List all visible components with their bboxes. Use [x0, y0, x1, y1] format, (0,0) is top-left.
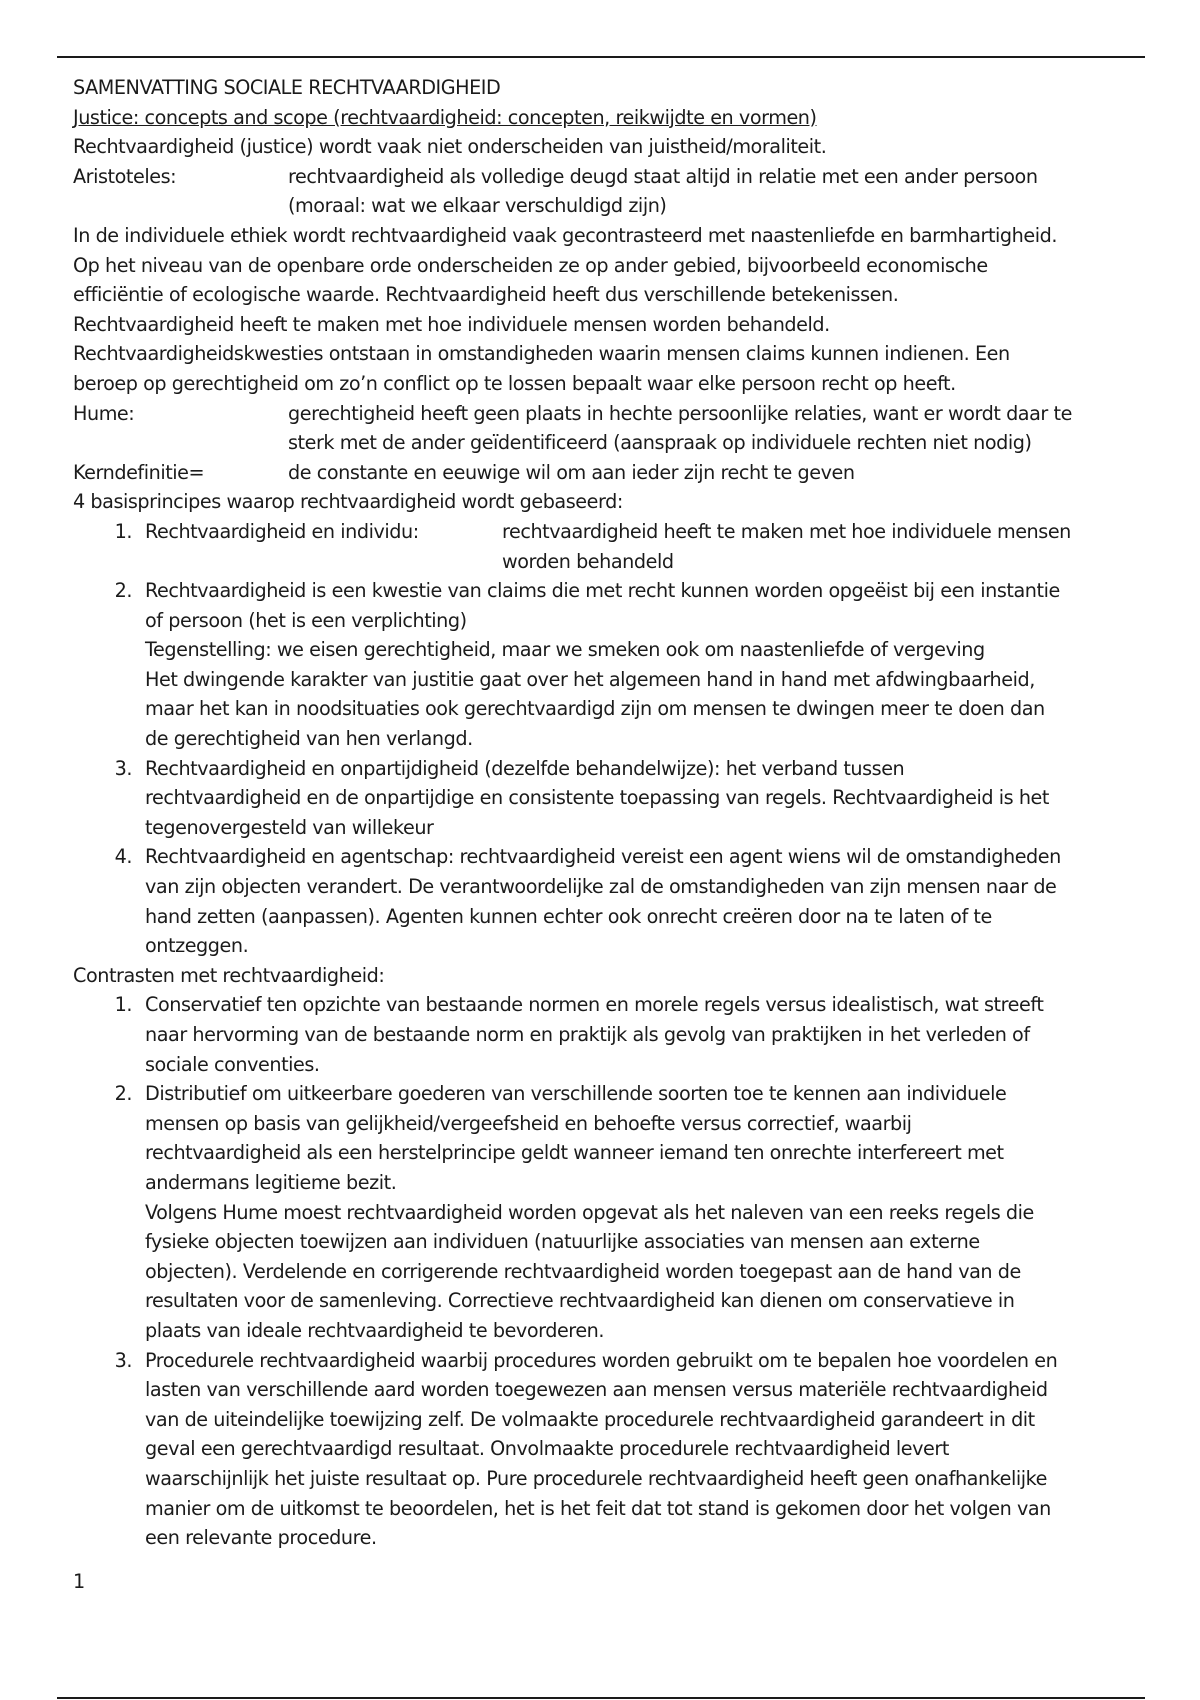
list-number: 2. [114, 1082, 132, 1106]
basis-item-label: Rechtvaardigheid en individu: [145, 519, 419, 543]
hume-text-line: sterk met de ander geïdentificeerd (aanspraak op individuele rechten niet nodig) [288, 431, 1032, 455]
list-item-line: rechtvaardigheid heeft te maken met hoe individuele mensen [502, 519, 1071, 543]
paragraph-line: efficiëntie of ecologische waarde. Rechtvaardigheid heeft dus verschillende betekenissen. [73, 283, 899, 307]
list-item-line: ontzeggen. [145, 934, 249, 958]
list-number: 3. [114, 1348, 132, 1372]
list-item-line: worden behandeld [502, 549, 674, 573]
bottom-rule [57, 1697, 1145, 1699]
list-number: 1. [114, 993, 132, 1017]
list-item-line: Procedurele rechtvaardigheid waarbij procedures worden gebruikt om te bepalen hoe voordelen en [145, 1348, 1058, 1372]
list-item [73, 576, 1138, 754]
hume-label: Hume: [73, 401, 135, 425]
list-item-line: Rechtvaardigheid is een kwestie van claims die met recht kunnen worden opgeëist bij een instantie [145, 579, 1060, 603]
list-item-line: Tegenstelling: we eisen gerechtigheid, maar we smeken ook om naastenliefde of vergeving [145, 638, 985, 662]
document-body [73, 73, 1138, 1553]
list-item-line: hand zetten (aanpassen). Agenten kunnen echter ook onrecht creëren door na te laten of te [145, 904, 992, 928]
paragraph-line: In de individuele ethiek wordt rechtvaardigheid vaak gecontrasteerd met naastenliefde en barmhartigheid. [73, 223, 1057, 247]
hume-entry [73, 399, 1138, 458]
aristoteles-label: Aristoteles: [73, 164, 177, 188]
list-item-line: geval een gerechtvaardigd resultaat. Onvolmaakte procedurele rechtvaardigheid levert [145, 1437, 949, 1461]
aristoteles-text-line: rechtvaardigheid als volledige deugd staat altijd in relatie met een ander persoon [288, 164, 1038, 188]
hume-text-line: gerechtigheid heeft geen plaats in hechte persoonlijke relaties, want er wordt daar te [288, 401, 1072, 425]
list-item [73, 1346, 1138, 1553]
paragraph-line: Rechtvaardigheidskwesties ontstaan in omstandigheden waarin mensen claims kunnen indienen. Een [73, 342, 1010, 366]
list-item [73, 1079, 1138, 1345]
list-number: 4. [114, 845, 132, 869]
list-item [73, 517, 1138, 576]
list-item-line: plaats van ideale rechtvaardigheid te bevorderen. [145, 1318, 605, 1342]
list-item-line: Rechtvaardigheid en onpartijdigheid (dezelfde behandelwijze): het verband tussen [145, 756, 905, 780]
paragraph-line: Op het niveau van de openbare orde onderscheiden ze op ander gebied, bijvoorbeeld economische [73, 253, 988, 277]
list-item-line: Volgens Hume moest rechtvaardigheid worden opgevat als het naleven van een reeks regels die [145, 1200, 1034, 1224]
list-item-line: of persoon (het is een verplichting) [145, 608, 467, 632]
list-item-line: andermans legitieme bezit. [145, 1170, 397, 1194]
list-item-line: van de uiteindelijke toewijzing zelf. De volmaakte procedurele rechtvaardigheid garandeert in dit [145, 1407, 1035, 1431]
basis-heading: 4 basisprincipes waarop rechtvaardigheid wordt gebaseerd: [73, 490, 623, 514]
kern-entry [73, 458, 1138, 488]
aristoteles-text-line: (moraal: wat we elkaar verschuldigd zijn) [288, 194, 667, 218]
list-item-line: Distributief om uitkeerbare goederen van verschillende soorten toe te kennen aan individuele [145, 1082, 1007, 1106]
list-number: 3. [114, 756, 132, 780]
list-item-line: objecten). Verdelende en corrigerende rechtvaardigheid worden toegepast aan de hand van de [145, 1259, 1021, 1283]
list-item-line: van zijn objecten verandert. De verantwoordelijke zal de omstandigheden van zijn mensen naar de [145, 875, 1057, 899]
contrast-list [73, 990, 1138, 1552]
list-item-line: naar hervorming van de bestaande norm en praktijk als gevolg van praktijken in het verleden of [145, 1023, 1030, 1046]
paragraph-line: beroep op gerechtigheid om zo’n conflict op te lossen bepaalt waar elke persoon recht op heeft. [73, 371, 956, 395]
page-number: 1 [73, 1570, 86, 1593]
list-item [73, 842, 1138, 960]
list-item-line: de gerechtigheid van hen verlangd. [145, 727, 473, 751]
aristoteles-entry [73, 162, 1138, 221]
list-item-line: resultaten voor de samenleving. Correctieve rechtvaardigheid kan dienen om conservatieve in [145, 1289, 1015, 1313]
list-item-line: rechtvaardigheid als een herstelprincipe geldt wanneer iemand ten onrechte interfereert met [145, 1141, 1004, 1165]
paragraph-line: Rechtvaardigheid heeft te maken met hoe individuele mensen worden behandeld. [73, 312, 830, 336]
list-item [73, 754, 1138, 843]
list-item [73, 990, 1138, 1079]
list-item-line: Het dwingende karakter van justitie gaat over het algemeen hand in hand met afdwingbaarheid, [145, 667, 1035, 691]
contrast-heading: Contrasten met rechtvaardigheid: [73, 963, 385, 987]
list-item-line: tegenovergesteld van willekeur [145, 815, 434, 839]
list-item-line: Conservatief ten opzichte van bestaande normen en morele regels versus idealistisch, wat streeft [145, 993, 1044, 1017]
document-title: SAMENVATTING SOCIALE RECHTVAARDIGHEID [73, 76, 501, 99]
top-rule [57, 56, 1145, 58]
list-item-line: Rechtvaardigheid en agentschap: rechtvaardigheid vereist een agent wiens wil de omstandigheden [145, 845, 1061, 869]
kern-text: de constante en eeuwige wil om aan ieder zijn recht te geven [288, 460, 855, 484]
list-item-line: rechtvaardigheid en de onpartijdige en consistente toepassing van regels. Rechtvaardigheid is het [145, 786, 1049, 810]
list-item-line: waarschijnlijk het juiste resultaat op. Pure procedurele rechtvaardigheid heeft geen onafhankelijke [145, 1466, 1048, 1490]
list-item-line: fysieke objecten toewijzen aan individuen (natuurlijke associaties van mensen aan externe [145, 1230, 980, 1254]
list-number: 2. [114, 579, 132, 603]
list-item-line: sociale conventies. [145, 1052, 320, 1076]
paragraph-1 [73, 221, 1138, 399]
document-subtitle: Justice: concepts and scope (rechtvaardigheid: concepten, reikwijdte en vormen) [73, 105, 817, 129]
list-item-line: een relevante procedure. [145, 1526, 377, 1550]
list-number: 1. [114, 519, 132, 543]
basis-list [73, 517, 1138, 961]
list-item-line: manier om de uitkomst te beoordelen, het is het feit dat tot stand is gekomen door het volgen van [145, 1496, 1051, 1520]
list-item-line: lasten van verschillende aard worden toegewezen aan mensen versus materiële rechtvaardigheid [145, 1378, 1048, 1402]
list-item-line: maar het kan in noodsituaties ook gerechtvaardigd zijn om mensen te dwingen meer te doen dan [145, 697, 1045, 721]
intro-line: Rechtvaardigheid (justice) wordt vaak niet onderscheiden van juistheid/moraliteit. [73, 135, 827, 159]
list-item-line: mensen op basis van gelijkheid/vergeefsheid en behoefte versus correctief, waarbij [145, 1111, 912, 1135]
kern-label: Kerndefinitie= [73, 460, 205, 484]
